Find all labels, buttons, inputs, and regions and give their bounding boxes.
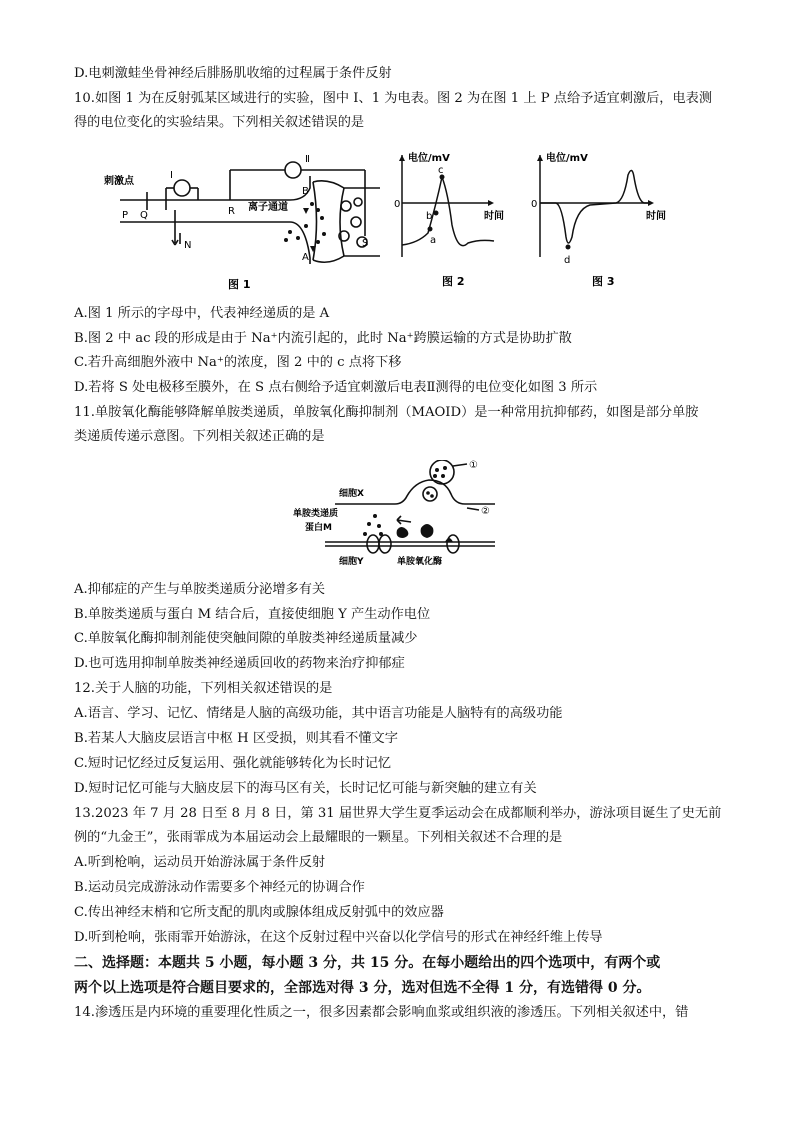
line-18: D.短时记忆可能与大脑皮层下的海马区有关，长时记忆可能与新突触的建立有关 bbox=[74, 781, 537, 796]
line-6: C.若升高细胞外液中 Na⁺的浓度，图 2 中的 c 点将下移 bbox=[74, 355, 402, 370]
point-a: a bbox=[430, 235, 437, 246]
line-8: 11.单胺氧化酶能够降解单胺类递质，单胺氧化酶抑制剂（MAOID）是一种常用抗抑郁药，如图是部分单胺 bbox=[74, 405, 699, 420]
line-13: D.也可选用抑制单胺类神经递质回收的药物来治疗抑郁症 bbox=[74, 656, 405, 671]
line-20: 例的“九金王”，张雨霏成为本届运动会上最耀眼的一颗星。下列相关叙述不合理的是 bbox=[74, 830, 563, 845]
line-5: B.图 2 中 ac 段的形成是由于 Na⁺内流引起的，此时 Na⁺跨膜运输的方式是协助扩散 bbox=[74, 331, 572, 346]
line-19: 13.2023 年 7 月 28 日至 8 月 8 日，第 31 届世界大学生夏季运动会在成都顺利举办，游泳项目诞生了史无前 bbox=[74, 806, 722, 821]
line-23: C.传出神经末梢和它所支配的肌肉或腺体组成反射弧中的效应器 bbox=[74, 905, 444, 920]
channel-label: 离子通道 bbox=[248, 202, 288, 213]
fig2-zero: 0 bbox=[394, 199, 401, 210]
line-17: C.短时记忆经过反复运用、强化就能够转化为长时记忆 bbox=[74, 756, 392, 771]
line-22: B.运动员完成游泳动作需要多个神经元的协调合作 bbox=[74, 880, 365, 895]
fig2-ylabel: 电位/mV bbox=[408, 153, 450, 164]
fig2-xlabel: 时间 bbox=[484, 211, 504, 222]
fig3-ylabel: 电位/mV bbox=[546, 153, 588, 164]
cellY-label: 细胞Y bbox=[339, 557, 364, 567]
line-4: A.图 1 所示的字母中，代表神经递质的是 A bbox=[74, 306, 330, 321]
figure-synapse bbox=[285, 460, 505, 570]
line-3: 得的电位变化的实验结果。下列相关叙述错误的是 bbox=[74, 115, 365, 130]
label-P: P bbox=[122, 210, 129, 221]
label-S: S bbox=[362, 238, 369, 249]
line-12: C.单胺氧化酶抑制剂能使突触间隙的单胺类神经递质量减少 bbox=[74, 631, 418, 646]
proteinM-label: 蛋白M bbox=[305, 523, 332, 533]
enzyme-label: 单胺氧化酶 bbox=[397, 557, 443, 567]
marker-1: ① bbox=[469, 460, 478, 471]
point-d: d bbox=[564, 255, 571, 266]
line-14: 12.关于人脑的功能，下列相关叙述错误的是 bbox=[74, 681, 333, 696]
line-2: 10.如图 1 为在反射弧某区域进行的实验，图中 I、1 为电表。图 2 为在图 1 上 P 点给予适宜刺激后，电表测 bbox=[74, 91, 713, 106]
fig3-zero: 0 bbox=[531, 199, 538, 210]
line-16: B.若某人大脑皮层语言中枢 H 区受损，则其看不懂文字 bbox=[74, 731, 398, 746]
fig3-xlabel: 时间 bbox=[646, 211, 666, 222]
section-heading-2: 两个以上选项是符合题目要求的，全部选对得 3 分，选对但选不全得 1 分，有选错得 0 分。 bbox=[74, 980, 651, 996]
figure-1 bbox=[100, 148, 380, 296]
label-II: Ⅱ bbox=[305, 154, 310, 165]
label-R: R bbox=[228, 206, 235, 217]
stim-label: 刺激点 bbox=[104, 176, 134, 187]
line-27: 14.渗透压是内环境的重要理化性质之一，很多因素都会影响血浆或组织液的渗透压。下列相关叙述中，错 bbox=[74, 1005, 689, 1020]
transmitter-label: 单胺类递质 bbox=[293, 509, 339, 519]
line-24: D.听到枪响，张雨霏开始游泳，在这个反射过程中兴奋以化学信号的形式在神经纤维上传导 bbox=[74, 930, 603, 945]
marker-2: ② bbox=[481, 506, 490, 517]
line-10: A.抑郁症的产生与单胺类递质分泌增多有关 bbox=[74, 582, 326, 597]
label-Q: Q bbox=[140, 210, 148, 221]
line-7: D.若将 S 处电极移至膜外，在 S 点右侧给予适宜刺激后电表Ⅱ测得的电位变化如图 3 所示 bbox=[74, 380, 598, 395]
fig1-caption: 图 1 bbox=[228, 278, 251, 291]
point-c: c bbox=[438, 165, 444, 176]
fig3-caption: 图 3 bbox=[592, 275, 615, 288]
line-11: B.单胺类递质与蛋白 M 结合后，直接使细胞 Y 产生动作电位 bbox=[74, 607, 431, 622]
section-heading-1: 二、选择题：本题共 5 小题，每小题 3 分，共 15 分。在每小题给出的四个选项中，有两个或 bbox=[74, 955, 661, 971]
cellX-label: 细胞X bbox=[339, 489, 364, 499]
point-b: b bbox=[426, 211, 433, 222]
line-1: D.电刺激蛙坐骨神经后腓肠肌收缩的过程属于条件反射 bbox=[74, 66, 392, 81]
line-21: A.听到枪响，运动员开始游泳属于条件反射 bbox=[74, 855, 326, 870]
line-15: A.语言、学习、记忆、情绪是人脑的高级功能，其中语言功能是人脑特有的高级功能 bbox=[74, 706, 563, 721]
label-N: N bbox=[184, 240, 192, 251]
fig2-caption: 图 2 bbox=[442, 275, 465, 288]
figure-2 bbox=[390, 145, 530, 293]
label-B: B bbox=[302, 186, 309, 197]
figure-3 bbox=[530, 145, 680, 293]
label-I: I bbox=[170, 170, 173, 181]
label-A: A bbox=[302, 252, 309, 263]
line-9: 类递质传递示意图。下列相关叙述正确的是 bbox=[74, 429, 325, 444]
